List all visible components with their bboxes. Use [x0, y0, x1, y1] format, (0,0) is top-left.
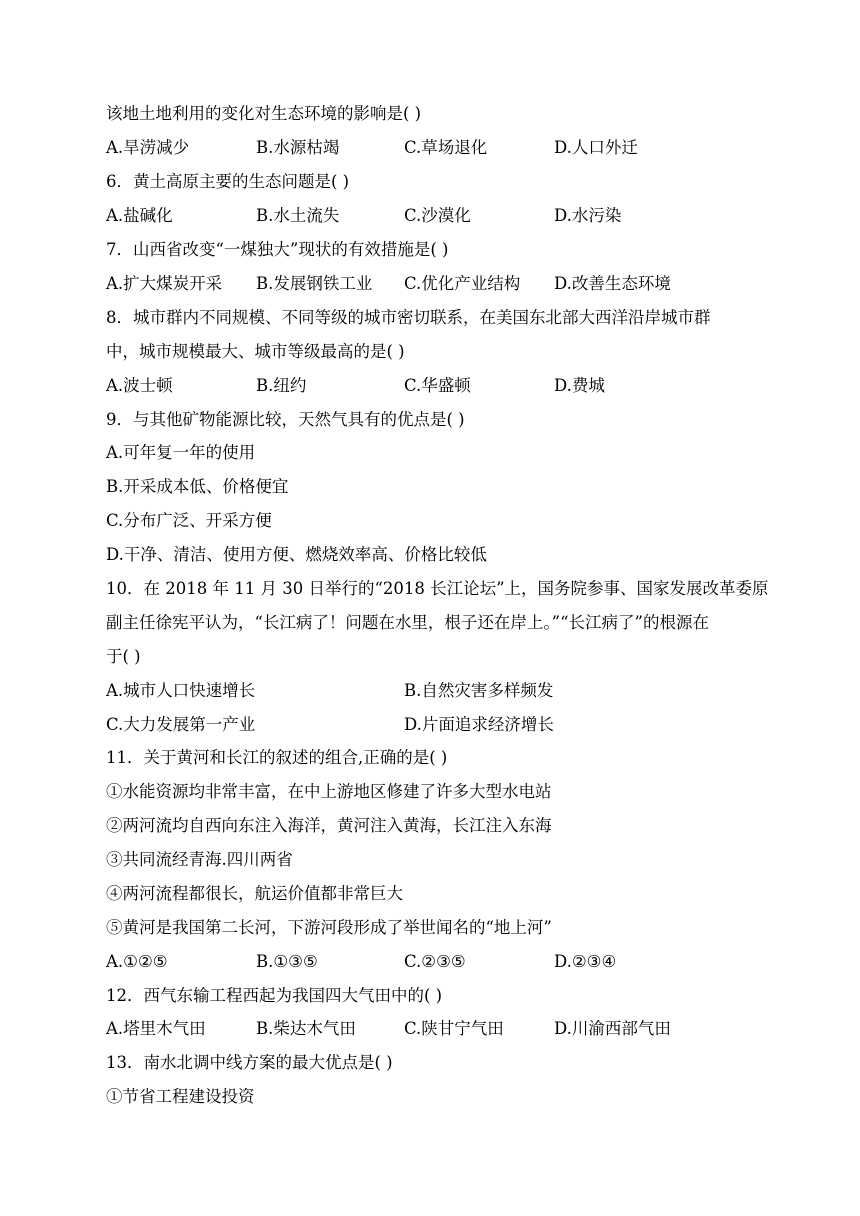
question-12-stem: 12．西气东输工程西起为我国四大气田中的( ) [106, 986, 443, 1005]
question-8-options [106, 375, 806, 397]
question-10-stem-line-2: 副主任徐宪平认为，“长江病了！问题在水里，根子还在岸上。”“长江病了”的根源在 [106, 613, 709, 632]
statement-4: ④两河流程都很长，航运价值都非常巨大 [106, 884, 403, 903]
question-10-options-row-1 [106, 680, 806, 702]
option-a: A.可年复一年的使用 [106, 443, 256, 462]
option-b: B.自然灾害多样频发 [404, 681, 554, 700]
option-c: C.大力发展第一产业 [106, 715, 256, 734]
question-7-options [106, 273, 806, 295]
option-b: B.水土流失 [256, 206, 340, 225]
question-11-options [106, 951, 806, 973]
option-d: D.改善生态环境 [554, 274, 671, 293]
option-c: C.优化产业结构 [404, 274, 521, 293]
option-a: A.盐碱化 [106, 206, 173, 225]
option-a: A.扩大煤炭开采 [106, 274, 223, 293]
option-d: D.片面追求经济增长 [404, 715, 554, 734]
question-8-stem-line-2: 中，城市规模最大、城市等级最高的是( ) [106, 342, 405, 361]
question-7-stem: 7．山西省改变“一煤独大”现状的有效措施是( ) [106, 240, 449, 259]
option-b: B.①③⑤ [256, 952, 318, 971]
option-d: D.干净、清洁、使用方便、燃烧效率高、价格比较低 [106, 545, 487, 564]
option-d: D.②③④ [554, 952, 617, 971]
option-a: A.波士顿 [106, 376, 173, 395]
option-a: A.塔里木气田 [106, 1019, 206, 1038]
option-c: C.沙漠化 [404, 206, 471, 225]
question-10-options-row-2 [106, 714, 806, 736]
question-5-stem: 该地土地利用的变化对生态环境的影响是( ) [106, 104, 422, 123]
option-d: D.水污染 [554, 206, 622, 225]
option-b: B.纽约 [256, 376, 307, 395]
question-12-options [106, 1018, 806, 1040]
option-b: B.柴达木气田 [256, 1019, 356, 1038]
question-13-stem: 13．南水北调中线方案的最大优点是( ) [106, 1053, 393, 1072]
option-a: A.①②⑤ [106, 952, 168, 971]
statement-1: ①水能资源均非常丰富，在中上游地区修建了许多大型水电站 [106, 782, 552, 801]
option-d: D.费城 [554, 376, 605, 395]
option-a: A.旱涝减少 [106, 138, 190, 157]
option-d: D.川渝西部气田 [554, 1019, 671, 1038]
option-c: C.草场退化 [404, 138, 488, 157]
option-b: B.水源枯竭 [256, 138, 340, 157]
option-d: D.人口外迁 [554, 138, 638, 157]
statement-3: ③共同流经青海.四川两省 [106, 850, 293, 869]
option-b: B.开采成本低、价格便宜 [106, 477, 289, 496]
option-c: C.分布广泛、开采方便 [106, 511, 272, 530]
statement-5: ⑤黄河是我国第二长河，下游河段形成了举世闻名的“地上河” [106, 918, 552, 937]
option-c: C.华盛顿 [404, 376, 471, 395]
question-6-stem: 6．黄土高原主要的生态问题是( ) [106, 172, 350, 191]
question-11-stem: 11．关于黄河和长江的叙述的组合,正确的是( ) [106, 748, 448, 767]
option-c: C.陕甘宁气田 [404, 1019, 504, 1038]
option-b: B.发展钢铁工业 [256, 274, 373, 293]
question-9-stem: 9．与其他矿物能源比较，天然气具有的优点是( ) [106, 410, 465, 429]
question-10-stem-line-3: 于( ) [106, 647, 141, 666]
question-8-stem-line-1: 8．城市群内不同规模、不同等级的城市密切联系，在美国东北部大西洋沿岸城市群 [106, 308, 711, 327]
statement-1: ①节省工程建设投资 [106, 1087, 255, 1106]
question-6-options [106, 205, 806, 227]
option-c: C.②③⑤ [404, 952, 466, 971]
option-a: A.城市人口快速增长 [106, 681, 256, 700]
question-10-stem-line-1: 10．在 2018 年 11 月 30 日举行的“2018 长江论坛”上，国务院参事、国家发展改革委原 [106, 579, 769, 598]
statement-2: ②两河流均自西向东注入海洋，黄河注入黄海，长江注入东海 [106, 816, 552, 835]
question-5-options [106, 137, 806, 159]
